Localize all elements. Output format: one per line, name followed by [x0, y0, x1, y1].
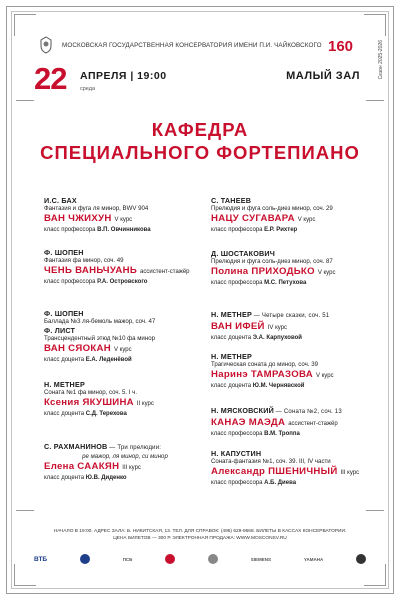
performer-course: III курс [122, 465, 141, 471]
performer [211, 466, 373, 479]
teacher-class [44, 278, 206, 286]
sponsor-logo-icon [208, 554, 218, 564]
composer [211, 310, 373, 321]
class-prefix: класс доцента [44, 357, 86, 363]
composer [44, 442, 206, 453]
program-item [44, 442, 206, 482]
performer [211, 321, 373, 334]
teacher-class [44, 474, 206, 482]
performer [44, 461, 206, 474]
performer [44, 213, 206, 226]
conservatory-name: МОСКОВСКАЯ ГОСУДАРСТВЕННАЯ КОНСЕРВАТОРИЯ ИМЕНИ П.И. ЧАЙКОВСКОГО [62, 41, 322, 49]
teacher-name: Р.А. Островского [97, 279, 148, 285]
sponsor-logo-icon [80, 554, 90, 564]
frame-ornament-line [366, 100, 384, 101]
footer-info [30, 528, 370, 542]
performer-name: Елена СААКЯН [44, 461, 120, 472]
program-item [44, 196, 206, 234]
performer-course: ассистент-стажёр [140, 269, 190, 275]
performer-course: V курс [317, 270, 336, 276]
composer: С. ТАНЕЕВ [211, 196, 252, 205]
class-prefix: класс доцента [211, 383, 253, 389]
program-item [44, 309, 206, 364]
performer-course: V курс [113, 347, 132, 353]
teacher-name: М.С. Петухова [264, 280, 307, 286]
performer-name: ЧЕНЬ ВАНЬЧУАНЬ [44, 265, 138, 276]
work: ре мажор, ля минор, си минор [82, 453, 168, 460]
sponsor-yamaha-logo: YAMAHA [303, 556, 324, 562]
performer-course: II курс [136, 401, 154, 407]
performer-name: ВАН СЯОКАН [44, 343, 111, 354]
class-prefix: класс профессора [211, 227, 265, 233]
frame-ornament-line [16, 510, 34, 511]
sponsor-bar [34, 552, 366, 566]
work: Баллада №3 ля-бемоль мажор, соч. 47 [44, 318, 156, 325]
teacher-name: Е.А. Леденёвой [85, 357, 132, 363]
performer-name: Полина ПРИХОДЬКО [211, 266, 315, 277]
class-prefix: класс доцента [44, 411, 86, 417]
composer-name: Н. МЯСКОВСКИЙ [211, 406, 274, 415]
performer [44, 265, 206, 278]
teacher-class [44, 410, 206, 418]
class-prefix: класс профессора [211, 280, 265, 286]
sponsor-logo-icon [165, 554, 175, 564]
work-2: Трансцендентный этюд №10 фа минор [44, 335, 155, 342]
performer [44, 343, 206, 356]
program-item [211, 352, 373, 390]
composer-name: Н. МЕТНЕР [211, 310, 252, 319]
class-prefix: класс профессора [211, 480, 265, 486]
performer-course: V курс [315, 373, 334, 379]
composer-note: — Три прелюдии: [107, 445, 162, 451]
performer-name: КАНАЭ МАЭДА [211, 417, 286, 428]
teacher-name: В.П. Овчинникова [97, 227, 151, 233]
performer-name: ВАН ЧЖИХУН [44, 213, 112, 224]
teacher-class [211, 430, 373, 438]
performer-name: НАЦУ СУГАВАРА [211, 213, 295, 224]
performer-course: III курс [340, 470, 360, 476]
program-item [44, 380, 206, 418]
work: Фантазия и фуга ля минор, BWV 904 [44, 205, 149, 212]
event-weekday: среда [80, 86, 96, 92]
teacher-name: Ю.М. Чернявской [252, 383, 305, 389]
work: Трагическая соната до минор, соч. 39 [211, 361, 318, 368]
teacher-class [211, 226, 373, 234]
teacher-class [44, 356, 206, 364]
title-line-2: СПЕЦИАЛЬНОГО ФОРТЕПИАНО [40, 142, 360, 163]
event-day: 22 [34, 61, 67, 96]
teacher-class [211, 334, 373, 342]
work: Фантазия фа минор, соч. 49 [44, 257, 124, 264]
frame-ornament-line [366, 510, 384, 511]
corner-ornament [364, 14, 386, 36]
teacher-name: Е.Р. Рихтер [264, 227, 298, 233]
teacher-class [44, 226, 206, 234]
event-hall: МАЛЫЙ ЗАЛ [286, 70, 360, 82]
teacher-name: С.Д. Терехова [85, 411, 127, 417]
composer: Н. МЕТНЕР [211, 352, 252, 361]
program-item [211, 449, 373, 487]
performer-name: Александр ПШЕНИЧНЫЙ [211, 466, 338, 477]
teacher-class [211, 479, 373, 487]
corner-ornament [14, 14, 36, 36]
composer: Н. МЕТНЕР [44, 380, 85, 389]
teacher-name: Э.А. Карпуховой [252, 335, 302, 341]
program-item [211, 249, 373, 287]
program-item [211, 310, 373, 342]
composer-note: — Соната №2, соч. 13 [273, 409, 342, 415]
composer [211, 406, 373, 417]
performer [211, 369, 373, 382]
class-prefix: класс профессора [211, 431, 265, 437]
work: Соната-фантазия №1, соч. 39. III, IV части [211, 458, 331, 465]
class-prefix: класс профессора [44, 279, 98, 285]
teacher-class [211, 382, 373, 390]
sponsor-siemens-logo: SIEMENS [250, 556, 272, 562]
composer-note: — Четыре сказки, соч. 51 [251, 313, 330, 319]
class-prefix: класс доцента [44, 475, 86, 481]
teacher-name: А.Б. Диева [264, 480, 297, 486]
program-item [44, 248, 206, 286]
title-line-1: КАФЕДРА [151, 119, 249, 140]
anniversary-logo [326, 35, 360, 55]
class-prefix: класс профессора [44, 227, 98, 233]
ministry-emblem-icon [38, 36, 54, 54]
corner-ornament [14, 564, 36, 586]
performer-name: Наринэ ТАМРАЗОВА [211, 369, 313, 380]
season-label: Сезон 2025-2026 [378, 40, 384, 80]
performer-course: ассистент-стажёр [288, 421, 338, 427]
frame-ornament-line [16, 100, 34, 101]
performer [211, 417, 373, 430]
work: Соната №1 фа минор, соч. 5. I ч. [44, 389, 138, 396]
corner-ornament [364, 564, 386, 586]
event-date-row [34, 62, 364, 98]
performer [44, 397, 206, 410]
teacher-name: В.М. Троппа [264, 431, 300, 437]
composer: Н. КАПУСТИН [211, 449, 262, 458]
composer: Ф. ШОПЕН [44, 248, 84, 257]
work: Прелюдия и фуга соль-диез минор, соч. 29 [211, 205, 333, 212]
composer-name: С. РАХМАНИНОВ [44, 442, 108, 451]
sponsor-psb-logo: ПСБ [122, 556, 133, 562]
performer [211, 213, 373, 226]
sponsor-vtb-logo: ВТБ [34, 555, 48, 563]
teacher-name: Ю.В. Диденко [85, 475, 127, 481]
class-prefix: класс доцента [211, 335, 253, 341]
anniversary-logo-text: 160 [328, 38, 354, 55]
performer-course: V курс [297, 217, 316, 223]
composer: Д. ШОСТАКОВИЧ [211, 249, 276, 258]
sponsor-logo-icon [356, 554, 366, 564]
program-item [211, 406, 373, 438]
composer: И.С. БАХ [44, 196, 77, 205]
performer-course: IV курс [267, 325, 288, 331]
program-item [211, 196, 373, 234]
teacher-class [211, 279, 373, 287]
performer-name: ВАН ИФЕЙ [211, 321, 265, 332]
performer [211, 266, 373, 279]
performer-course: V курс [114, 217, 133, 223]
performer-name: Ксения ЯКУШИНА [44, 397, 134, 408]
footer-line-1: НАЧАЛО В 19:00. АДРЕС ЗАЛА: Б. НИКИТСКАЯ, 13. ТЕЛ. ДЛЯ СПРАВОК: (495) 629-9568. БИЛЕТЫ В КАССАХ КОНСЕРВАТОРИИ. [53, 529, 347, 534]
composer-2: Ф. ЛИСТ [44, 326, 76, 335]
event-month-time: АПРЕЛЯ | 19:00 [80, 70, 167, 82]
work: Прелюдия и фуга соль-диез минор, соч. 87 [211, 258, 333, 265]
composer: Ф. ШОПЕН [44, 309, 84, 318]
footer-line-2: ЦЕНА БИЛЕТОВ — 300 Р. ЭЛЕКТРОННАЯ ПРОДАЖА: WWW.MOSCONSV.RU [113, 536, 287, 541]
header [38, 30, 360, 60]
